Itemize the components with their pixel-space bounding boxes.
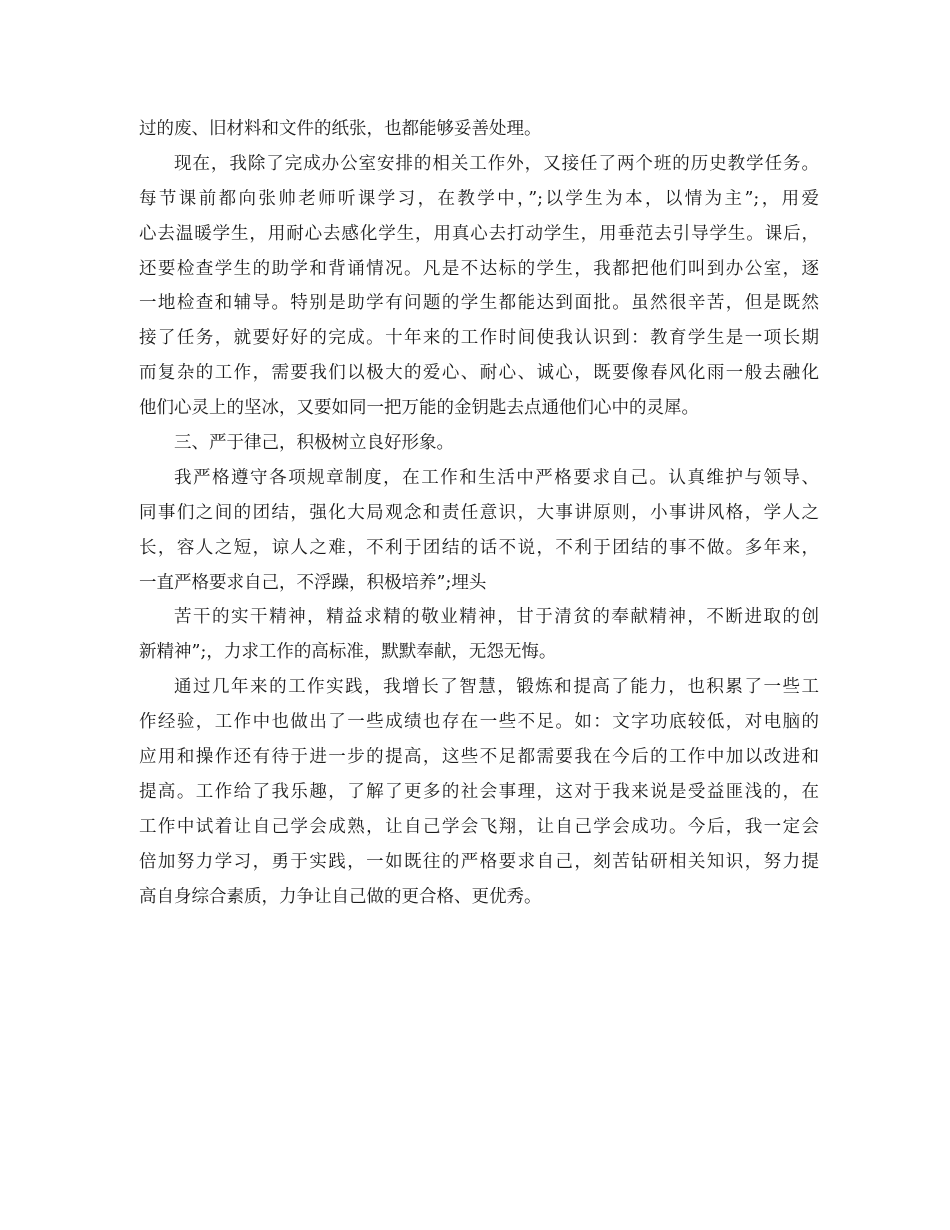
text-line: 同事们之间的团结，强化大局观念和责任意识，大事讲原则，小事讲风格，学人之 [139, 502, 819, 523]
text-line: 还要检查学生的助学和背诵情况。凡是不达标的学生，我都把他们叫到办公室，逐 [139, 258, 819, 279]
text-line: 新精神”;，力求工作的高标准，默默奉献，无怨无悔。 [139, 642, 557, 663]
text-line: 心去温暖学生，用耐心去感化学生，用真心去打动学生，用垂范去引导学生。课后， [139, 223, 819, 244]
text-line: 我严格遵守各项规章制度，在工作和生活中严格要求自己。认真维护与领导、 [174, 467, 819, 488]
text-line: 一地检查和辅导。特别是助学有问题的学生都能达到面批。虽然很辛苦，但是既然 [139, 293, 819, 314]
text-line: 通过几年来的工作实践，我增长了智慧，锻炼和提高了能力，也积累了一些工 [174, 677, 819, 698]
text-line: 长，容人之短，谅人之难，不利于团结的话不说，不利于团结的事不做。多年来， [139, 537, 819, 558]
text-line: 过的废、旧材料和文件的纸张，也都能够妥善处理。 [139, 119, 542, 139]
text-line: 接了任务，就要好好的完成。十年来的工作时间使我认识到：教育学生是一项长期 [139, 328, 819, 349]
text-line: 三、严于律己，积极树立良好形象。 [174, 433, 454, 454]
text-line: 倍加努力学习，勇于实践，一如既往的严格要求自己，刻苦钻研相关知识，努力提 [139, 851, 819, 872]
text-line: 高自身综合素质，力争让自己做的更合格、更优秀。 [139, 886, 542, 907]
text-line: 工作中试着让自己学会成熟，让自己学会飞翔，让自己学会成功。今后，我一定会 [139, 816, 819, 837]
text-line: 每节课前都向张帅老师听课学习，在教学中，”;以学生为本，以情为主”;，用爱 [139, 188, 819, 209]
text-line: 应用和操作还有待于进一步的提高，这些不足都需要我在今后的工作中加以改进和 [139, 747, 819, 768]
text-line: 他们心灵上的坚冰，又要如同一把万能的金钥匙去点通他们心中的灵犀。 [139, 398, 699, 419]
text-line: 苦干的实干精神，精益求精的敬业精神，甘于清贫的奉献精神，不断进取的创 [174, 607, 819, 628]
document-body [139, 112, 819, 914]
text-line: 作经验，工作中也做出了一些成绩也存在一些不足。如：文字功底较低，对电脑的 [139, 712, 819, 733]
text-line: 一直严格要求自己，不浮躁，积极培养”;埋头 [139, 572, 487, 593]
text-line: 现在，我除了完成办公室安排的相关工作外，又接任了两个班的历史教学任务。 [174, 153, 819, 174]
text-line: 提高。工作给了我乐趣，了解了更多的社会事理，这对于我来说是受益匪浅的，在 [139, 781, 819, 802]
text-line: 而复杂的工作，需要我们以极大的爱心、耐心、诚心，既要像春风化雨一般去融化 [139, 363, 819, 384]
